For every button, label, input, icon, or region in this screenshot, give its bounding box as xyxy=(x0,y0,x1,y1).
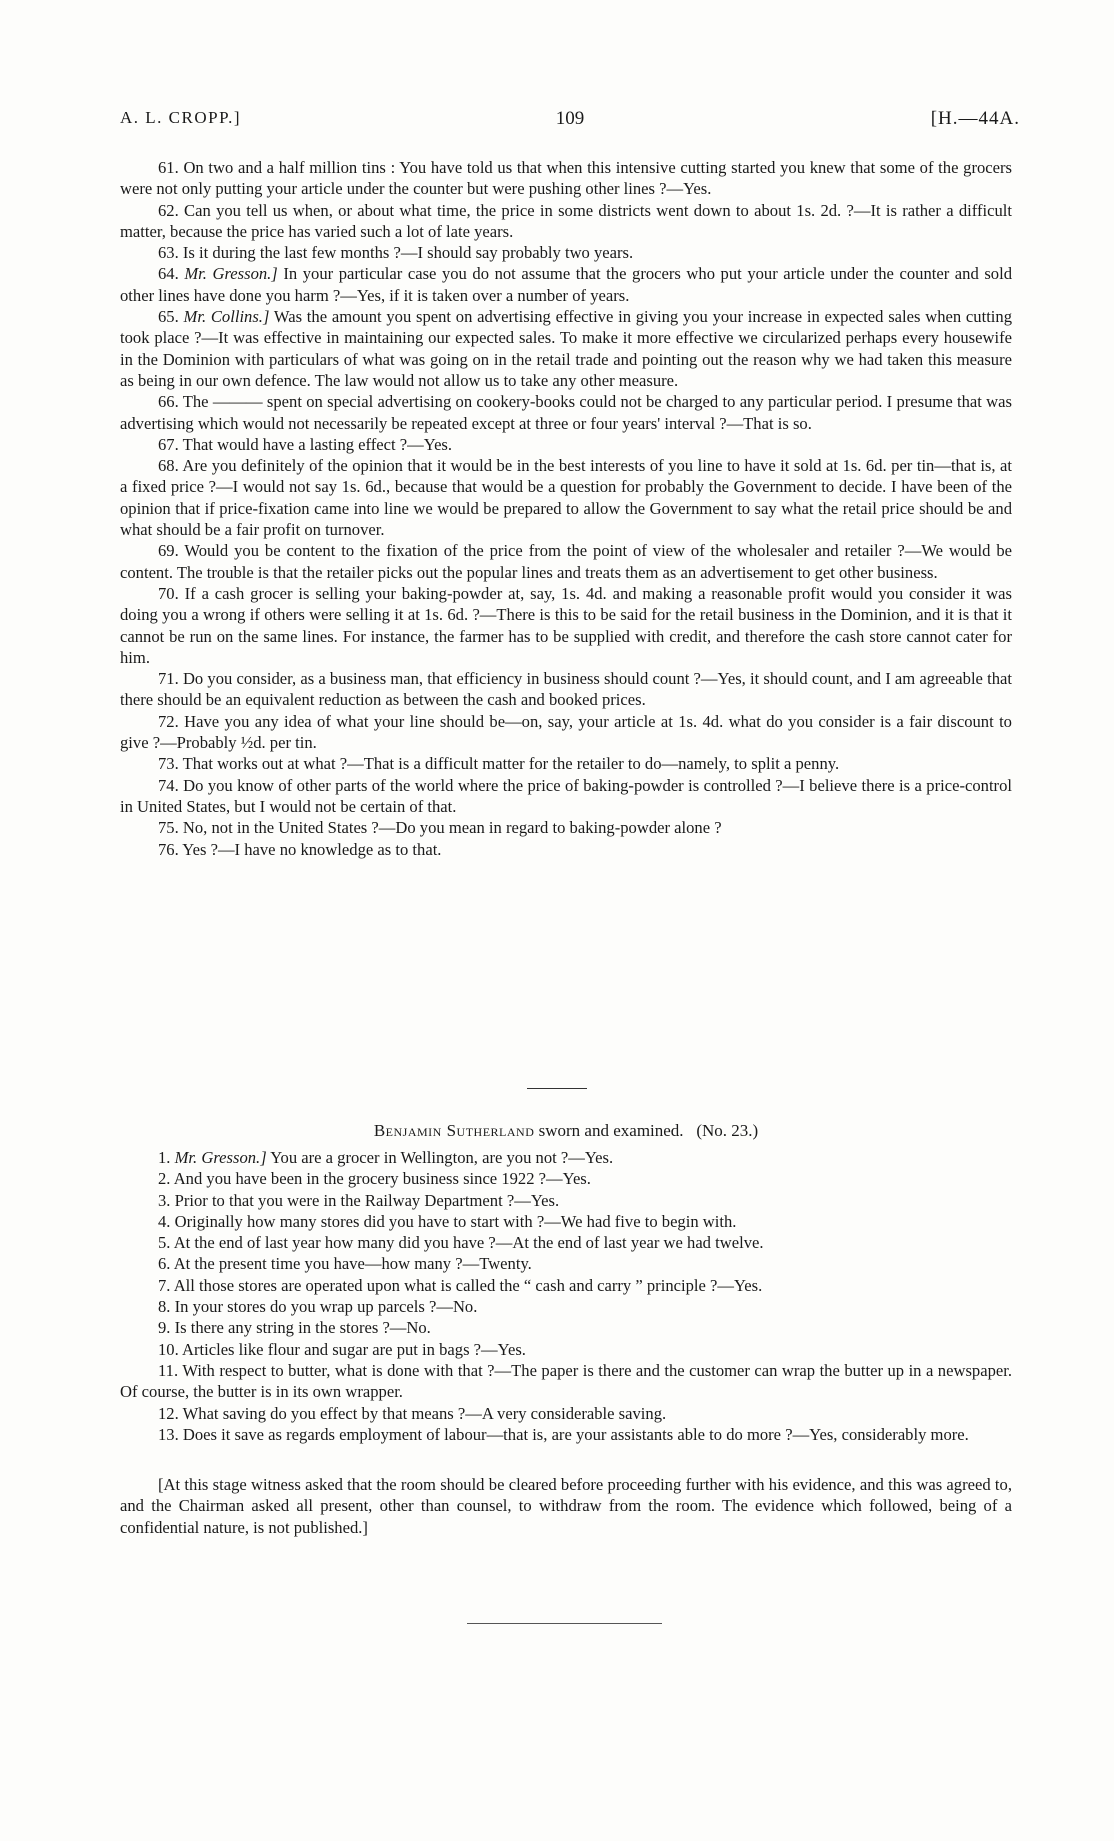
question-text: At the end of last year how many did you have ?—At the end of last year we had twelve. xyxy=(173,1233,764,1253)
question-number: 72. xyxy=(158,711,179,731)
question-text: In your particular case you do not assume that the grocers who put your article under the counter and sold other lines have done you harm ?—Yes, if it is taken over a number of years. xyxy=(120,264,1012,305)
question-number: 9. xyxy=(158,1318,171,1338)
question-paragraph xyxy=(120,817,1012,838)
question-text: If a cash grocer is selling your baking-powder at, say, 1s. 4d. and making a reasonable profit would you consider it was doing you a wrong if others were selling it at 1s. 6d. ?—There is this to be said for the retail business in the Dominion, and it is that it cannot be run on the same lines. For instance, the farmer has to be supplied with credit, and therefore the cash store cannot cater for him. xyxy=(120,583,1012,667)
speaker-label: Mr. Gresson.] xyxy=(184,264,278,284)
question-text: All those stores are operated upon what is called the “ cash and carry ” principle ?—Yes. xyxy=(173,1275,763,1295)
witness-name: Benjamin Sutherland xyxy=(373,1121,535,1140)
question-text: Are you definitely of the opinion that it would be in the best interests of you line to have it sold at 1s. 6d. per tin—that is, at a fixed price ?—I would not say 1s. 6d., because that would be a question for probably the Government to decide. I have been of the opinion that if price-fixation came into line we would be prepared to allow the Government to say what the retail price should be and what should be a fair profit on turnover. xyxy=(120,456,1013,540)
question-paragraph xyxy=(120,1147,1012,1168)
question-text: Is it during the last few months ?—I should say probably two years. xyxy=(182,243,634,263)
question-text: Originally how many stores did you have to start with ?—We had five to begin with. xyxy=(174,1211,737,1231)
question-number: 7. xyxy=(158,1275,171,1295)
speaker-label: Mr. Collins.] xyxy=(183,307,270,327)
testimony-section-sutherland xyxy=(120,1147,1012,1445)
question-paragraph xyxy=(120,1168,1012,1189)
question-number: 10. xyxy=(158,1339,179,1359)
question-paragraph xyxy=(120,839,1012,860)
question-paragraph xyxy=(120,711,1012,754)
question-text: On two and a half million tins : You have told us that when this intensive cutting started you knew that some of the grocers were not only putting your article under the counter but were pushing other lines ?—Yes. xyxy=(120,158,1012,199)
question-paragraph xyxy=(120,455,1012,540)
question-paragraph xyxy=(120,157,1012,200)
page-header xyxy=(120,108,1020,134)
question-paragraph xyxy=(120,242,1012,263)
question-paragraph xyxy=(120,583,1012,668)
question-number: 69. xyxy=(158,541,179,561)
question-number: 68. xyxy=(158,456,179,476)
question-paragraph xyxy=(120,1360,1012,1403)
question-paragraph xyxy=(120,1211,1012,1232)
header-witness-name: A. L. CROPP.] xyxy=(120,108,242,127)
question-paragraph xyxy=(120,1296,1012,1317)
question-text: What saving do you effect by that means ?—A very considerable saving. xyxy=(182,1403,667,1423)
question-text: Was the amount you spent on advertising effective in giving you your increase in expected sales when cutting took place ?—It was effective in maintaining our expected sales. To make it more effective we circularized perhaps every housewife in the Dominion with particulars of what was going on in the retail trade and pointing out the reason why we had taken this measure as being in our own defence. The law would not allow us to take any other measure. xyxy=(120,307,1013,390)
question-number: 76. xyxy=(158,839,179,859)
question-paragraph xyxy=(120,540,1012,583)
question-text: The ——— spent on special advertising on cookery-books could not be charged to any particular period. I presume that was advertising which would not necessarily be repeated except at three or four years' interval ?—That is so. xyxy=(120,392,1012,433)
question-paragraph xyxy=(120,1317,1012,1338)
question-number: 12. xyxy=(158,1403,179,1423)
question-text: Do you consider, as a business man, that efficiency in business should count ?—Yes, it should count, and I am agreeable that there should be an equivalent reduction as between the cash and booked prices. xyxy=(120,669,1012,710)
question-text: That would have a lasting effect ?—Yes. xyxy=(182,434,453,454)
question-text: At the present time you have—how many ?—Twenty. xyxy=(173,1254,532,1274)
question-number: 62. xyxy=(158,200,179,220)
question-paragraph xyxy=(120,1190,1012,1211)
question-number: 74. xyxy=(158,775,179,795)
question-text: With respect to butter, what is done with that ?—The paper is there and the customer can wrap the butter up in a newspaper. Of course, the butter is in its own wrapper. xyxy=(120,1360,1012,1402)
question-number: 61. xyxy=(158,158,179,177)
witness-sworn: sworn and examined. xyxy=(538,1121,684,1140)
question-paragraph xyxy=(120,306,1012,391)
question-text: Is there any string in the stores ?—No. xyxy=(174,1318,431,1338)
witness-number: (No. 23.) xyxy=(696,1121,759,1140)
question-number: 2. xyxy=(158,1169,171,1189)
question-paragraph xyxy=(120,1253,1012,1274)
closing-note: [At this stage witness asked that the room should be cleared before proceeding further with his evidence, and this was agreed to, and the Chairman asked all present, other than counsel, to withdraw from the room. The evidence which followed, being of a confidential nature, is not published.] xyxy=(120,1475,1012,1537)
closing-note-block xyxy=(120,1474,1012,1538)
question-paragraph xyxy=(120,1232,1012,1253)
question-number: 67. xyxy=(158,434,179,454)
question-number: 5. xyxy=(158,1233,171,1253)
end-divider xyxy=(467,1623,662,1624)
question-text: And you have been in the grocery business since 1922 ?—Yes. xyxy=(173,1169,591,1189)
question-number: 63. xyxy=(158,243,179,263)
question-number: 73. xyxy=(158,754,179,774)
question-text: Prior to that you were in the Railway Department ?—Yes. xyxy=(174,1190,560,1210)
question-text: You are a grocer in Wellington, are you not ?—Yes. xyxy=(270,1148,614,1167)
section-divider xyxy=(527,1088,587,1089)
question-paragraph xyxy=(120,200,1012,243)
question-number: 65. xyxy=(158,307,179,327)
question-number: 11. xyxy=(158,1360,179,1380)
question-number: 3. xyxy=(158,1190,171,1210)
question-number: 66. xyxy=(158,392,179,412)
question-paragraph xyxy=(120,1275,1012,1296)
question-paragraph xyxy=(120,1403,1012,1424)
question-text: Have you any idea of what your line should be—on, say, your article at 1s. 4d. what do you consider is a fair discount to give ?—Probably ½d. per tin. xyxy=(120,711,1012,753)
question-number: 13. xyxy=(158,1424,179,1444)
testimony-section-cropp xyxy=(120,157,1012,860)
question-paragraph xyxy=(120,263,1012,306)
question-text: Yes ?—I have no knowledge as to that. xyxy=(182,839,442,859)
page-number: 109 xyxy=(555,108,585,129)
question-text: In your stores do you wrap up parcels ?—No. xyxy=(174,1297,478,1317)
question-text: No, not in the United States ?—Do you mean in regard to baking-powder alone ? xyxy=(182,818,722,838)
question-text: Does it save as regards employment of labour—that is, are your assistants able to do more ?—Yes, considerably more. xyxy=(182,1424,969,1444)
question-paragraph xyxy=(120,391,1012,434)
question-number: 70. xyxy=(158,583,179,603)
question-number: 4. xyxy=(158,1211,171,1231)
question-text: Do you know of other parts of the world where the price of baking-powder is controlled ?—I believe there is a price-control in United States, but I would not be certain of that. xyxy=(120,775,1012,816)
speaker-label: Mr. Gresson.] xyxy=(174,1148,267,1167)
question-paragraph xyxy=(120,668,1012,711)
question-paragraph xyxy=(120,775,1012,818)
question-number: 64. xyxy=(158,264,179,284)
question-text: That works out at what ?—That is a difficult matter for the retailer to do—namely, to split a penny. xyxy=(182,754,840,774)
question-number: 6. xyxy=(158,1254,171,1274)
question-number: 71. xyxy=(158,669,179,689)
header-reference: [H.—44A. xyxy=(930,108,1020,129)
question-paragraph xyxy=(120,1339,1012,1360)
question-number: 75. xyxy=(158,818,179,838)
question-number: 8. xyxy=(158,1297,171,1317)
question-paragraph xyxy=(120,434,1012,455)
question-paragraph xyxy=(120,1424,1012,1445)
witness-heading xyxy=(120,1121,1012,1141)
question-text: Articles like flour and sugar are put in bags ?—Yes. xyxy=(181,1339,526,1359)
question-paragraph xyxy=(120,753,1012,774)
question-number: 1. xyxy=(158,1148,171,1167)
question-text: Would you be content to the fixation of the price from the point of view of the wholesaler and retailer ?—We would be content. The trouble is that the retailer picks out the popular lines and treats them as an advertisement to get other business. xyxy=(120,541,1012,582)
question-text: Can you tell us when, or about what time, the price in some districts went down to about 1s. 2d. ?—It is rather a difficult matter, because the price has varied such a lot of late years. xyxy=(120,200,1013,241)
